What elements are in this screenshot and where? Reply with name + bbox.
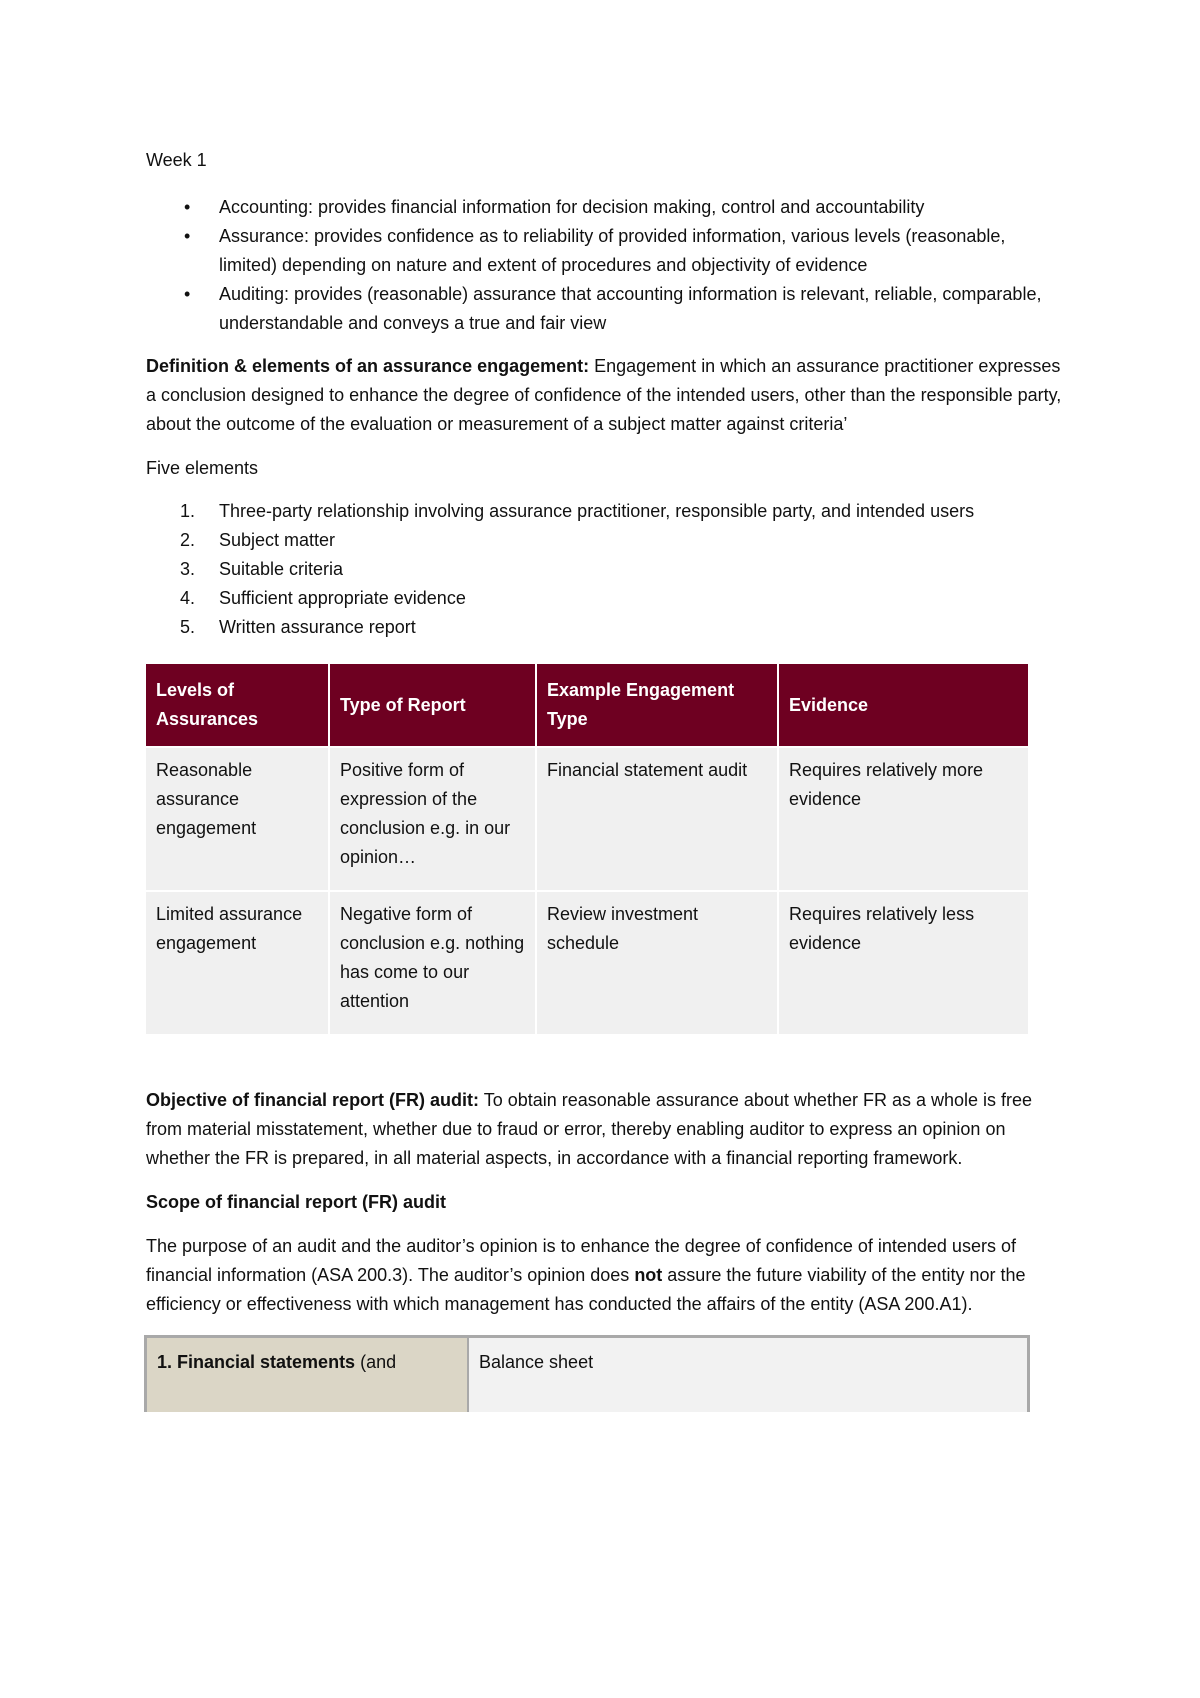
- scope-text-after: assure the future viability of the entity nor the efficiency or effectiveness with which management has conducted the affairs of the entity (ASA 200.A1).: [146, 1265, 1026, 1314]
- scope-paragraph: [146, 1232, 1066, 1319]
- scope-text-bold: not: [634, 1265, 663, 1285]
- list-number: 4.: [180, 588, 196, 608]
- table-cell: Reasonable assurance engagement: [146, 748, 328, 890]
- definition-paragraph: [146, 352, 1066, 439]
- list-item: • Assurance: provides confidence as to reliability of provided information, various levels (reasonable, limited) depending on nature and extent of procedures and objectivity of evidence: [146, 222, 1066, 280]
- five-elements-title: Five elements: [146, 458, 259, 478]
- week-title: Week 1: [146, 150, 207, 170]
- five-elements-list: [146, 497, 1066, 642]
- list-item: [146, 497, 1066, 526]
- financial-statements-table: [144, 1335, 1030, 1412]
- definitions-list: [146, 193, 1066, 338]
- objective-text: To obtain reasonable assurance about whether FR as a whole is free from material misstatement, whether due to fraud or error, thereby enabling auditor to express an opinion on whether the FR is prepared, in all material aspects, in accordance with a financial reporting framework.: [146, 1090, 1033, 1168]
- table-cell: Limited assurance engagement: [146, 892, 328, 1034]
- list-text: Three-party relationship involving assurance practitioner, responsible party, and intended users: [219, 501, 975, 521]
- table-header-cell: Levels of Assurances: [146, 664, 328, 746]
- table-cell: Requires relatively less evidence: [779, 892, 1028, 1034]
- table-header-row: [146, 664, 1028, 746]
- definition-label: Definition & elements of an assurance engagement:: [146, 356, 590, 376]
- list-number: 2.: [180, 530, 196, 550]
- list-text: Subject matter: [219, 530, 336, 550]
- table-cell: Financial statement audit: [537, 748, 777, 890]
- fs-label-rest: (and: [355, 1352, 397, 1372]
- assurance-levels-table: [144, 662, 1030, 1036]
- list-number: 5.: [180, 617, 196, 637]
- table-cell: Negative form of conclusion e.g. nothing has come to our attention: [330, 892, 535, 1034]
- table-row: [146, 1337, 1029, 1413]
- table-cell: [146, 1337, 469, 1413]
- list-item: [146, 526, 1066, 555]
- list-item: [146, 584, 1066, 613]
- objective-label: Objective of financial report (FR) audit:: [146, 1090, 480, 1110]
- table-header-cell: Type of Report: [330, 664, 535, 746]
- list-item: • Accounting: provides financial information for decision making, control and accountability: [146, 193, 1066, 222]
- table-row: [146, 892, 1028, 1034]
- scope-text-before: The purpose of an audit and the auditor’s opinion is to enhance the degree of confidence of intended users of financial information (ASA 200.3). The auditor’s opinion does: [146, 1236, 1016, 1285]
- list-text: Sufficient appropriate evidence: [219, 588, 466, 608]
- table-cell: Review investment schedule: [537, 892, 777, 1034]
- definition-text: Engagement in which an assurance practitioner expresses a conclusion designed to enhance the degree of confidence of the intended users, other than the responsible party, about the outcome of the evaluation or measurement of a subject matter against criteria’: [146, 356, 1062, 434]
- list-number: 3.: [180, 559, 196, 579]
- list-text: Written assurance report: [219, 617, 416, 637]
- table-header-cell: Evidence: [779, 664, 1028, 746]
- fs-label-bold: 1. Financial statements: [157, 1352, 356, 1372]
- table-cell: Positive form of expression of the conclusion e.g. in our opinion…: [330, 748, 535, 890]
- scope-title: Scope of financial report (FR) audit: [146, 1192, 447, 1212]
- list-item: • Auditing: provides (reasonable) assurance that accounting information is relevant, reliable, comparable, understandable and conveys a true and fair view: [146, 280, 1066, 338]
- list-item: [146, 555, 1066, 584]
- list-item: [146, 613, 1066, 642]
- table-cell: Balance sheet: [468, 1337, 1029, 1413]
- table-header-cell: Example Engagement Type: [537, 664, 777, 746]
- table-row: [146, 748, 1028, 890]
- table-cell: Requires relatively more evidence: [779, 748, 1028, 890]
- list-number: 1.: [180, 501, 196, 521]
- list-text: Suitable criteria: [219, 559, 344, 579]
- document-page: [146, 146, 1066, 1412]
- objective-paragraph: [146, 1086, 1066, 1173]
